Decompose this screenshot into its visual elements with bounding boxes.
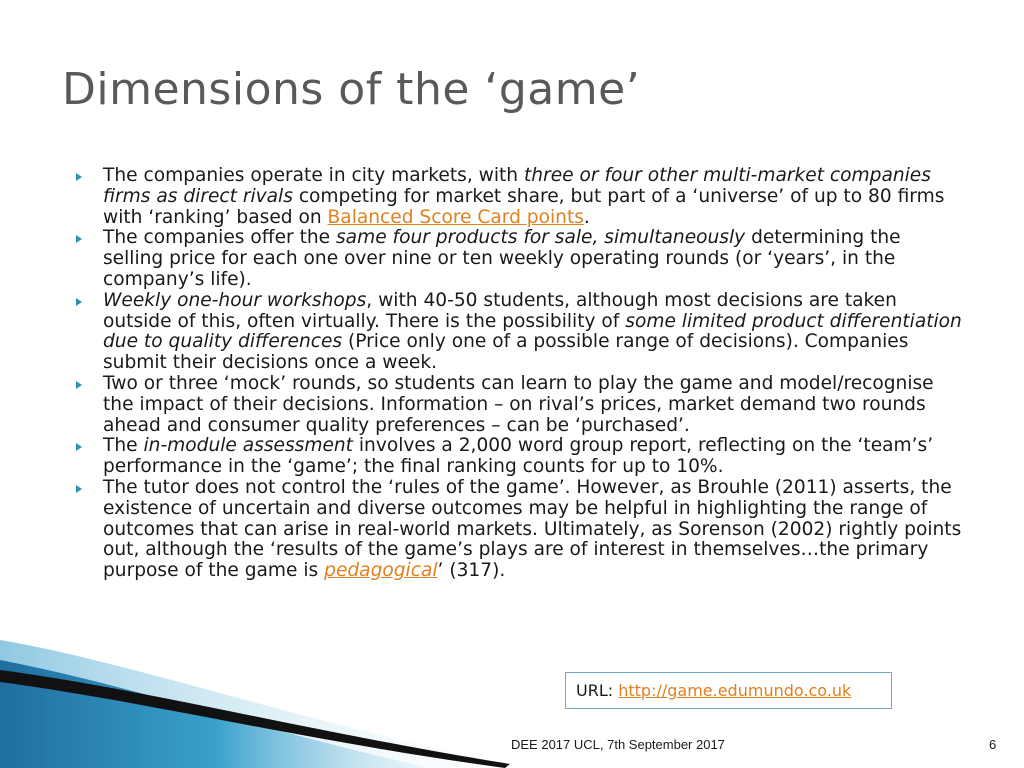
bullet-item bbox=[76, 478, 966, 582]
bullet-emphasis: some limited product differentiation due to quality differences bbox=[103, 310, 962, 353]
triangle-bullet-icon bbox=[76, 443, 82, 451]
bullet-item bbox=[76, 228, 966, 290]
bullet-list bbox=[76, 166, 966, 582]
bullet-text: ’ (317). bbox=[437, 560, 506, 582]
triangle-bullet-icon bbox=[76, 235, 82, 243]
bullet-text: competing for market share, but part of a ‘universe’ of up to 80 firms with ‘ranking’ based on bbox=[103, 185, 945, 228]
pedagogical-link[interactable]: pedagogical bbox=[324, 560, 438, 582]
url-label: URL: bbox=[576, 681, 619, 700]
bullet-item bbox=[76, 374, 966, 436]
bullet-item bbox=[76, 166, 966, 228]
game-url-link[interactable]: http://game.edumundo.co.uk bbox=[618, 681, 852, 700]
triangle-bullet-icon bbox=[76, 298, 82, 306]
bullet-item bbox=[76, 291, 966, 374]
bullet-emphasis: three or four other multi-market companies firms as direct rivals bbox=[103, 165, 931, 207]
triangle-bullet-icon bbox=[76, 485, 82, 493]
bullet-text: involves a 2,000 word group report, reflecting on the ‘team’s’ performance in the ‘game’; the final ranking counts for up to 10%. bbox=[103, 435, 934, 478]
bullet-text: The bbox=[103, 435, 144, 457]
bullet-text: determining the selling price for each one over nine or ten weekly operating rounds (or ‘years’, in the company’s life). bbox=[103, 227, 901, 290]
decorative-swoosh bbox=[0, 640, 520, 768]
bullet-item bbox=[76, 436, 966, 478]
balanced-score-card-link[interactable]: Balanced Score Card points bbox=[327, 206, 584, 228]
slide-title: Dimensions of the ‘game’ bbox=[62, 64, 641, 115]
bullet-text: (Price only one of a possible range of decisions). Companies submit their decisions once a week. bbox=[103, 331, 909, 374]
page-number: 6 bbox=[989, 737, 997, 752]
bullet-text: , with 40-50 students, although most decisions are taken outside of this, often virtually. There is the possibility of bbox=[103, 289, 897, 332]
url-box bbox=[565, 672, 892, 709]
bullet-emphasis: in-module assessment bbox=[143, 435, 353, 457]
bullet-text: The companies operate in city markets, with bbox=[103, 165, 524, 186]
bullet-emphasis: Weekly one-hour workshops bbox=[103, 289, 367, 311]
bullet-text: The companies offer the bbox=[103, 227, 336, 249]
bullet-text: Two or three ‘mock’ rounds, so students can learn to play the game and model/recognise the impact of their decisions. Information – on rival’s prices, market demand two rounds ahead and consumer quality preferences – can be ‘purchased’. bbox=[103, 372, 934, 436]
triangle-bullet-icon bbox=[76, 381, 82, 389]
bullet-text: The tutor does not control the ‘rules of the game’. However, as Brouhle (2011) asserts, the existence of uncertain and diverse outcomes may be helpful in highlighting the range of outcomes that can arise in real-world markets. Ultimately, as Sorenson (2002) rightly points out, although the ‘results of the game’s plays are of interest in themselves…the primary purpose of the game is bbox=[103, 476, 962, 582]
footer-text: DEE 2017 UCL, 7th September 2017 bbox=[511, 737, 725, 752]
bullet-text: . bbox=[583, 206, 590, 228]
bullet-emphasis: same four products for sale, simultaneously bbox=[336, 227, 746, 249]
triangle-bullet-icon bbox=[76, 173, 82, 181]
